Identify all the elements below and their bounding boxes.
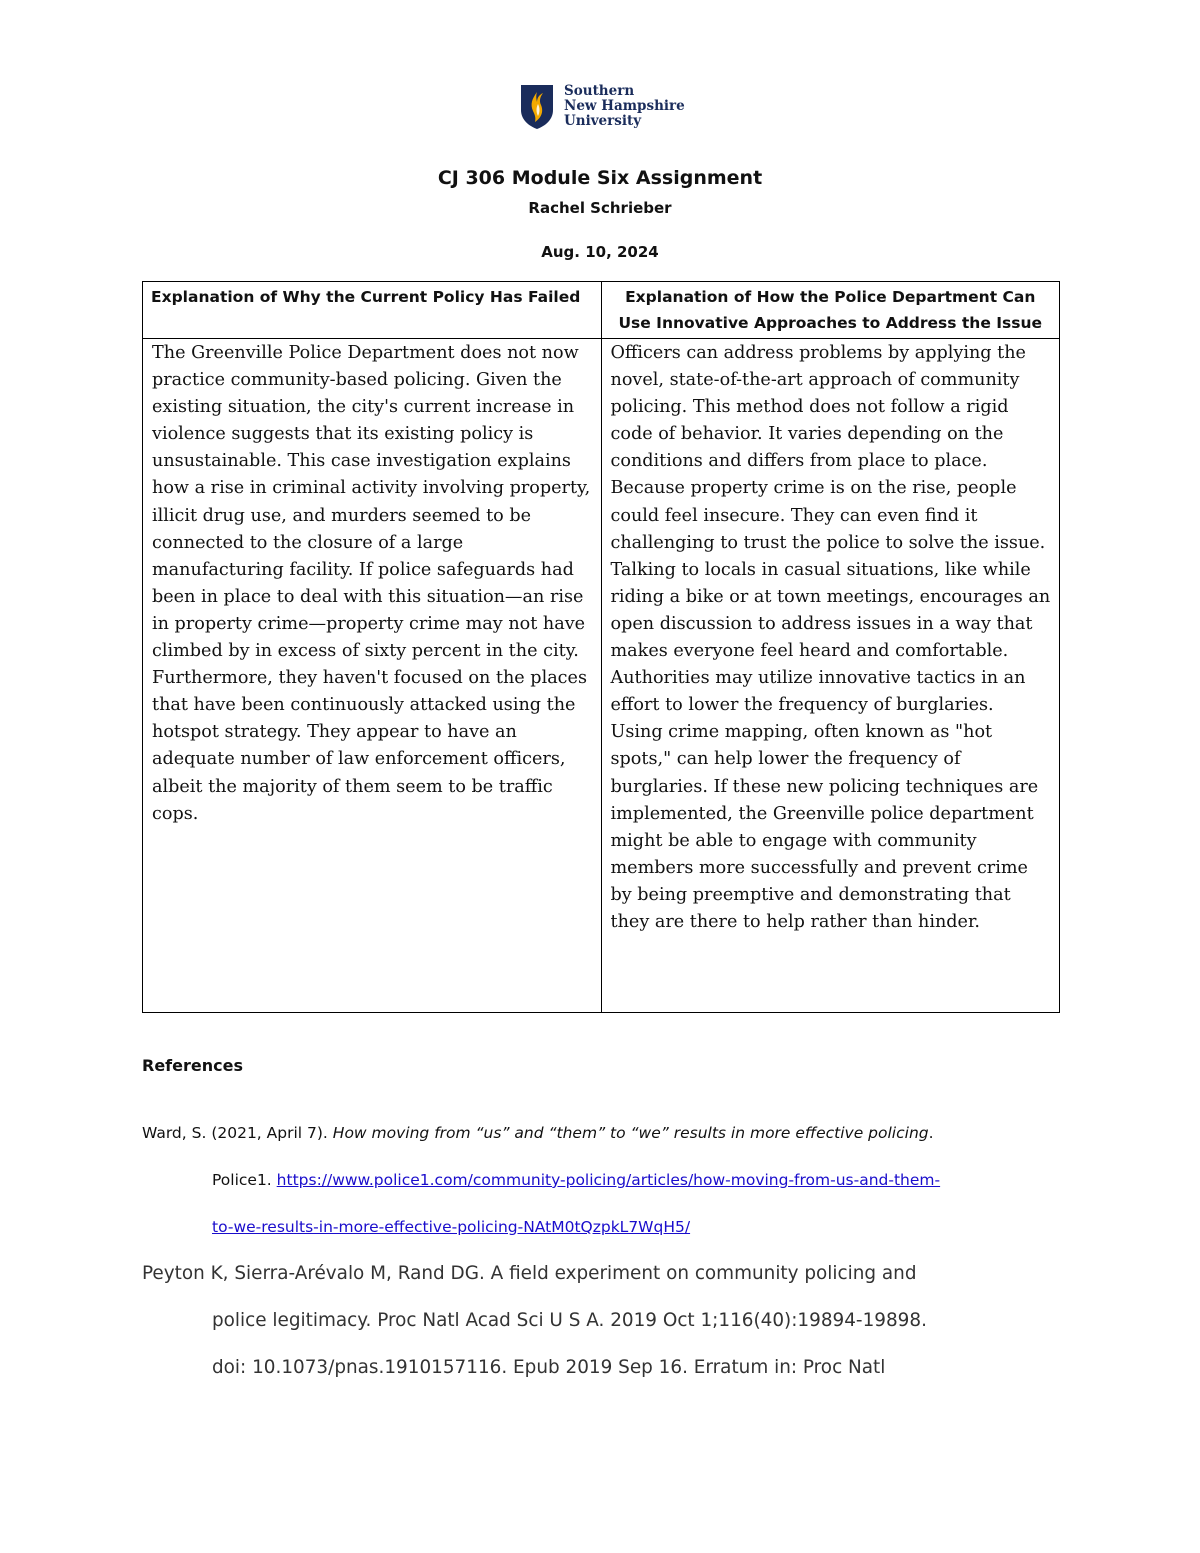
document-date: Aug. 10, 2024 [541, 243, 659, 261]
table-cell-innovative-approaches: Officers can address problems by applying the novel, state-of-the-art approach of community policing. This method does not follow a rigid code of behavior. It varies depending on the conditions and differs from place to place. Because property crime is on the rise, people could feel insecure. They can even find it challenging to trust the police to solve the issue. Talking to locals in casual situations, like while riding a bike or at town meetings, encourages an open discussion to address issues in a way that makes everyone feel heard and comfortable. Authorities may utilize innovative tactics in an effort to lower the frequency of burglaries. Using crime mapping, often known as "hot spots," can help lower the frequency of burglaries. If these new policing techniques are implemented, the Greenville police department might be able to engage with community members more successfully and prevent crime by being preemptive and demonstrating that they are there to help rather than hinder. [601, 339, 1060, 1013]
reference-1-line-3 [212, 1218, 690, 1236]
reference-1-link-continued[interactable]: to-we-results-in-more-effective-policing-NAtM0tQzpkL7WqH5/ [212, 1218, 691, 1236]
reference-1-line-2 [212, 1171, 940, 1189]
references-heading: References [142, 1056, 243, 1075]
table-row [143, 339, 1060, 1013]
table-header-failed-policy: Explanation of Why the Current Policy Has Failed [143, 282, 602, 339]
reference-2-line-1: Peyton K, Sierra-Arévalo M, Rand DG. A field experiment on community policing and [142, 1263, 917, 1284]
table-header-innovative-approaches: Explanation of How the Police Department Can Use Innovative Approaches to Address the Issue [601, 282, 1060, 339]
logo-wordmark [564, 84, 685, 129]
reference-1-link[interactable]: https://www.police1.com/community-policing/articles/how-moving-from-us-and-them- [276, 1171, 941, 1189]
reference-1-period: . [928, 1124, 934, 1142]
document-title: CJ 306 Module Six Assignment [437, 167, 763, 189]
logo-line-3: University [564, 113, 642, 129]
policy-table [142, 281, 1060, 1013]
snhu-logo [520, 84, 690, 132]
table-cell-failed-policy: The Greenville Police Department does not now practice community-based policing. Given the existing situation, the city's current increase in violence suggests that its existing policy is unsustainable. This case investigation explains how a rise in criminal activity involving property, illicit drug use, and murders seemed to be connected to the closure of a large manufacturing facility. If police safeguards had been in place to deal with this situation—an rise in property crime—property crime may not have climbed by in excess of sixty percent in the city. Furthermore, they haven't focused on the places that have been continuously attacked using the hotspot strategy. They appear to have an adequate number of law enforcement officers, albeit the majority of them seem to be traffic cops. [143, 339, 602, 1013]
logo-line-1: Southern [564, 83, 635, 99]
table-header-row [143, 282, 1060, 339]
reference-2-line-2: police legitimacy. Proc Natl Acad Sci U S A. 2019 Oct 1;116(40):19894-19898. [212, 1310, 927, 1331]
reference-2-line-3: doi: 10.1073/pnas.1910157116. Epub 2019 Sep 16. Erratum in: Proc Natl [212, 1357, 886, 1378]
reference-1-author-date: Ward, S. (2021, April 7). [142, 1124, 333, 1142]
reference-1-title: How moving from “us” and “them” to “we” results in more effective policing [332, 1124, 929, 1142]
reference-1-line-1 [142, 1124, 934, 1142]
reference-1-publisher: Police1. [212, 1171, 277, 1189]
shield-flame-icon [520, 84, 554, 130]
logo-line-2: New Hampshire [564, 98, 685, 114]
document-author: Rachel Schrieber [528, 199, 672, 217]
